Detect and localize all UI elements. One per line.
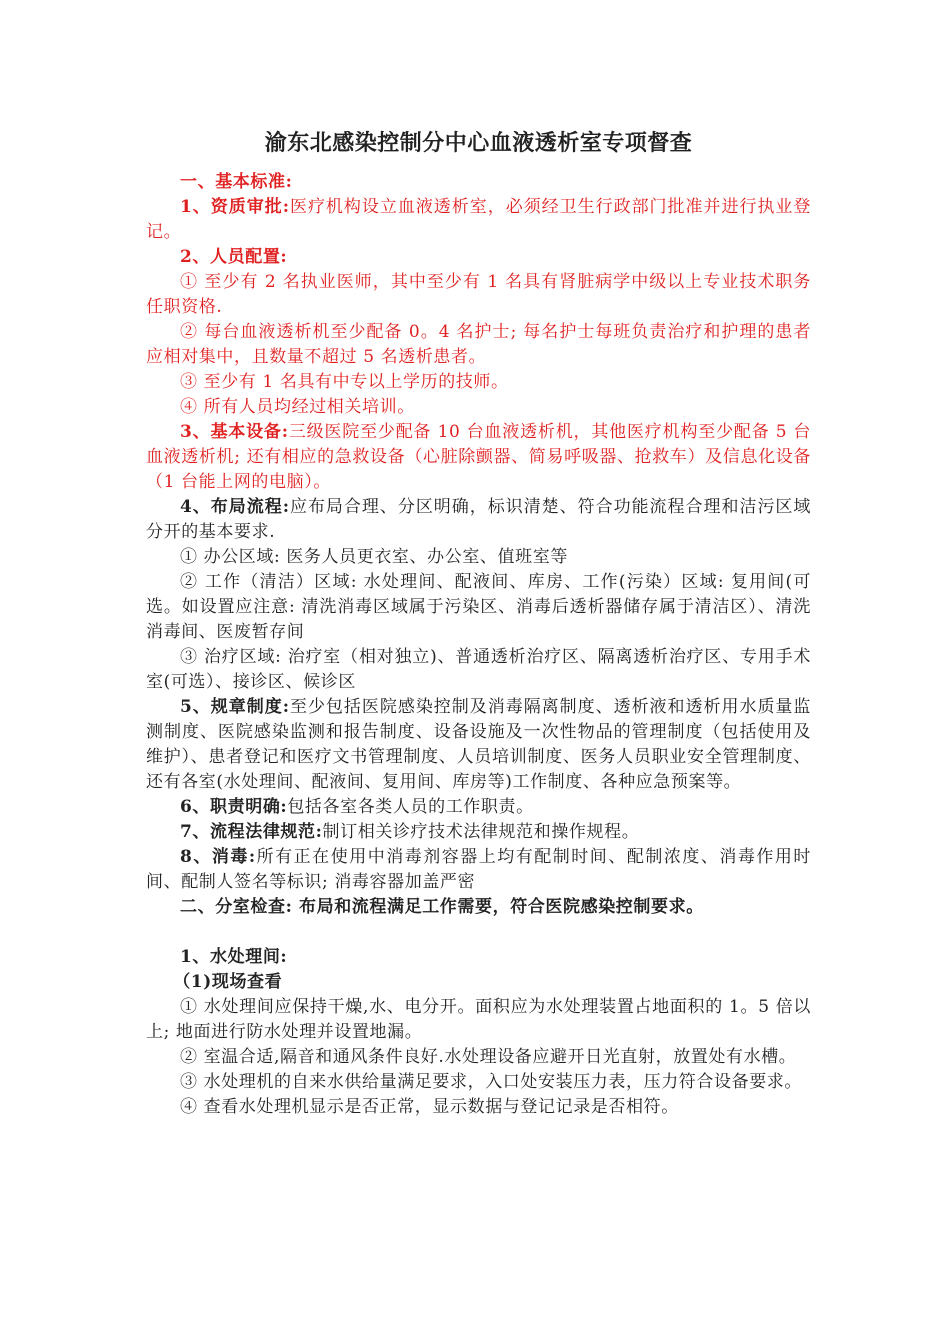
item-label: 1、资质审批: (180, 197, 290, 217)
water-point-1: ① 水处理间应保持干燥,水、电分开。面积应为水处理装置占地面积的 1。5 倍以上; 地面进行防水处理并设置地漏。 (146, 997, 811, 1042)
item-regulations (146, 695, 811, 795)
staffing-point-4: ④ 所有人员均经过相关培训。 (180, 397, 415, 417)
item-procedures (146, 820, 811, 845)
layout-point-3: ③ 治疗区域: 治疗室（相对独立)、普通透析治疗区、隔离透析治疗区、专用手术室(可选）、接诊区、候诊区 (146, 647, 811, 692)
water-point-2: ② 室温合适,隔音和通风条件良好.水处理设备应避开日光直射，放置处有水槽。 (180, 1047, 797, 1067)
layout-point-1: ① 办公区域: 医务人员更衣室、办公室、值班室等 (180, 547, 568, 567)
item-responsibilities (146, 795, 811, 820)
item-label: 3、基本设备: (180, 422, 289, 442)
item-text: 三级医院至少配备 10 台血液透析机，其他医疗机构至少配备 5 台血液透析机; 还有相应的急救设备（心脏除颤器、简易呼吸器、抢救车）及信息化设备（1 台能上网的电脑）。 (146, 422, 811, 492)
staffing-point-2: ② 每台血液透析机至少配备 0。4 名护士; 每名护士每班负责治疗和护理的患者应相对集中，且数量不超过 5 名透析患者。 (146, 322, 811, 367)
item-equipment (146, 420, 811, 495)
section-heading-basic-standards: 一、基本标准: (180, 172, 293, 192)
water-point-4: ④ 查看水处理机显示是否正常，显示数据与登记记录是否相符。 (180, 1097, 679, 1117)
item-label: 5、规章制度: (180, 697, 290, 717)
document-page (146, 128, 811, 1120)
blank-line (146, 920, 811, 945)
section-heading-room-inspection: 二、分室检查: 布局和流程满足工作需要，符合医院感染控制要求。 (180, 897, 704, 917)
item-label: 8、消毒: (180, 847, 256, 867)
item-label: 7、流程法律规范: (180, 822, 323, 842)
staffing-point-3: ③ 至少有 1 名具有中专以上学历的技师。 (180, 372, 509, 392)
staffing-point-1: ① 至少有 2 名执业医师，其中至少有 1 名具有肾脏病学中级以上专业技术职务任职资格. (146, 272, 811, 317)
item-text: 至少包括医院感染控制及消毒隔离制度、透析液和透析用水质量监测制度、医院感染监测和报告制度、设备设施及一次性物品的管理制度（包括使用及维护）、患者登记和医疗文书管理制度、人员培训制度、医务人员职业安全管理制度、还有各室(水处理间、配液间、复用间、库房等)工作制度、各种应急预案等。 (146, 697, 811, 792)
water-treatment-subheading: （1)现场查看 (173, 972, 283, 992)
item-staffing-label: 2、人员配置: (180, 247, 288, 267)
water-treatment-heading: 1、水处理间: (180, 947, 288, 967)
item-text: 应布局合理、分区明确，标识清楚、符合功能流程合理和洁污区域分开的基本要求. (146, 497, 811, 542)
item-label: 6、职责明确: (180, 797, 288, 817)
page-title: 渝东北感染控制分中心血液透析室专项督查 (264, 130, 693, 156)
item-text: 医疗机构设立血液透析室，必须经卫生行政部门批准并进行执业登记。 (146, 197, 811, 242)
layout-point-2: ② 工作（清洁）区域: 水处理间、配液间、库房、工作(污染）区域: 复用间(可选。如设置应注意: 清洗消毒区域属于污染区、消毒后透析器储存属于清洁区）、清洗消毒间、医废暂存间 (146, 572, 811, 642)
item-text: 包括各室各类人员的工作职责。 (287, 797, 534, 817)
item-qualification (146, 195, 811, 245)
item-text: 制订相关诊疗技术法律规范和操作规程。 (322, 822, 640, 842)
item-disinfection (146, 845, 811, 895)
item-label: 4、布局流程: (180, 497, 290, 517)
item-text: 所有正在使用中消毒剂容器上均有配制时间、配制浓度、消毒作用时间、配制人签名等标识; 消毒容器加盖严密 (146, 847, 812, 892)
water-point-3: ③ 水处理机的自来水供给量满足要求，入口处安装压力表，压力符合设备要求。 (180, 1072, 803, 1092)
item-layout (146, 495, 811, 545)
